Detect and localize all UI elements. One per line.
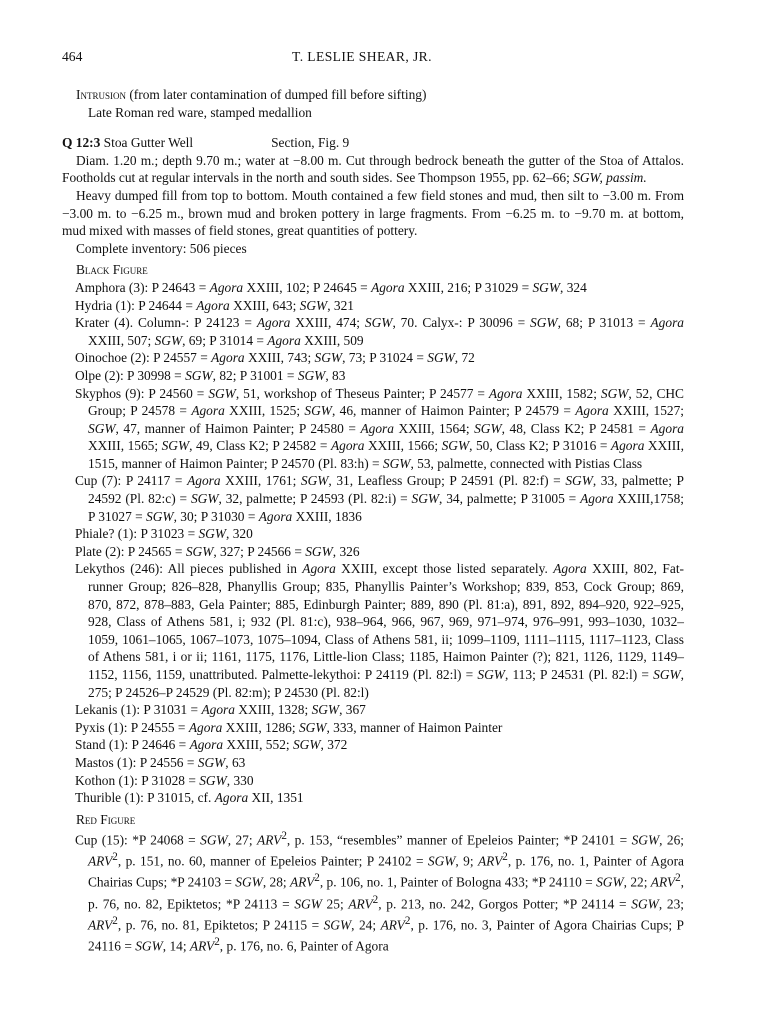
list-item: Stand (1): P 24646 = Agora XXIII, 552; SGW, 372 — [75, 737, 348, 753]
well-title — [62, 134, 684, 152]
list-item: Hydria (1): P 24644 = Agora XXIII, 643; SGW, 321 — [75, 297, 354, 313]
page-number: 464 — [62, 49, 83, 64]
list-item: Mastos (1): P 24556 = SGW, 63 — [75, 754, 246, 770]
list-item: Plate (2): P 24565 = SGW, 327; P 24566 = SGW, 326 — [75, 543, 360, 559]
page-header — [62, 48, 684, 70]
list-item: Pyxis (1): P 24555 = Agora XXIII, 1286; SGW, 333, manner of Haimon Painter — [75, 719, 503, 735]
well-fill: Heavy dumped fill from top to bottom. Mouth contained a few field stones and mud, then silt to −3.00 m. From −3.00 m. to −6.25 m., brown mud and broken pottery in large fragments. From −6.25 m. to −9.70 m. at bottom, mud mixed with masses of field stones, great quantities of pottery. — [62, 187, 684, 239]
list-item: Olpe (2): P 30998 = SGW, 82; P 31001 = SGW, 83 — [75, 367, 346, 383]
list-item: Cup (7): P 24117 = Agora XXIII, 1761; SGW, 31, Leafless Group; P 24591 (Pl. 82:f) = SGW, 33, palmette; P 24592 (Pl. 82:c) = SGW, 32, palmette; P 24593 (Pl. 82:i) = SGW, 34, palmette; P 31005 = Agora XXIII,1758; P 31027 = SGW, 30; P 31030 = Agora XXIII, 1836 — [75, 473, 684, 524]
list-item: Lekythos (246): All pieces published in Agora XXIII, except those listed separately. Agora XXIII, 802, Fat-runner Group; 826–828, Phanyllis Group; 835, Phanyllis Painter’s Workshop; 839, 853, Cock Group; 869, 870, 872, 878–883, Gela Painter; 885, Edinburgh Painter; 889, 890 (Pl. 81:a), 891, 892, 894–920, 922–925, 928, Class of Athens 581, i; 932 (Pl. 81:c), 938–964, 966, 967, 969, 971–974, 976–991, 993–1030, 1032–1059, 1061–1065, 1067–1073, 1075–1094, Class of Athens 581, ii; 1099–1109, 1111–1115, 1117–1123, Class of Athens 581, i or ii; 1161, 1175, 1176, Little-lion Class; 1185, Haimon Painter (?); 821, 1126, 1129, 1149–1152, 1156, 1159, unattributed. Palmette-lekythoi: P 24119 (Pl. 82:l) = SGW, 113; P 24531 (Pl. 82:l) = SGW, 275; P 24526–P 24529 (Pl. 82:m); P 24530 (Pl. 82:l) — [75, 561, 685, 700]
page — [62, 48, 684, 955]
list-item: Lekanis (1): P 31031 = Agora XXIII, 1328; SGW, 367 — [75, 702, 366, 718]
intrusion-item: Late Roman red ware, stamped medallion — [88, 104, 312, 120]
list-item: Oinochoe (2): P 24557 = Agora XXIII, 743; SGW, 73; P 31024 = SGW, 72 — [75, 350, 475, 366]
list-item: Phiale? (1): P 31023 = SGW, 320 — [75, 526, 253, 542]
well-section: Section, Fig. 9 — [271, 135, 350, 151]
well-description: Diam. 1.20 m.; depth 9.70 m.; water at −8.00 m. Cut through bedrock beneath the gutter of the Stoa of Attalos. Footholds cut at regular intervals in the north and south sides. See Thompson 1955, pp. 62–66; SGW, passim. — [62, 152, 684, 186]
list-item: Amphora (3): P 24643 = Agora XXIII, 102; P 24645 = Agora XXIII, 216; P 31029 = SGW, 324 — [75, 279, 587, 295]
intrusion-line — [62, 86, 684, 104]
list-item: Kothon (1): P 31028 = SGW, 330 — [75, 772, 254, 788]
black-figure-heading: Black Figure — [76, 262, 148, 278]
list-item: Thurible (1): P 31015, cf. Agora XII, 1351 — [75, 790, 304, 806]
intrusion-label: Intrusion — [76, 87, 126, 102]
well-name: Stoa Gutter Well — [100, 135, 194, 151]
running-head: T. LESLIE SHEAR, JR. — [292, 49, 432, 64]
list-item: Cup (15): *P 24068 = SGW, 27; ARV$^2$, p. 153, “resembles” manner of Epeleios Painter; *P 24101 = SGW, 26; ARV$^2$, p. 151, no. 60, manner of Epeleios Painter; P 24102 = SGW, 9; ARV$^2$, p. 176, no. 1, Painter of Agora Chairias Cups; *P 24103 = SGW, 28; ARV$^2$, p. 106, no. 1, Painter of Bologna 433; *P 24110 = SGW, 22; ARV$^2$, p. 76, no. 82, Epiktetos; *P 24113 = SGW 25; ARV$^2$, p. 213, no. 242, Gorgos Potter; *P 24114 = SGW, 23; ARV$^2$, p. 76, no. 81, Epiktetos; P 24115 = SGW, 24; ARV$^2$, p. 176, no. 3, Painter of Agora Chairias Cups; P 24116 = SGW, 14; ARV$^2$, p. 176, no. 6, Painter of Agora — [75, 830, 685, 954]
list-item: Krater (4). Column-: P 24123 = Agora XXIII, 474; SGW, 70. Calyx-: P 30096 = SGW, 68; P 31013 = Agora XXIII, 507; SGW, 69; P 31014 = Agora XXIII, 509 — [75, 315, 684, 348]
red-figure-list — [62, 828, 684, 954]
inventory: Complete inventory: 506 pieces — [76, 240, 247, 256]
black-figure-list — [62, 279, 684, 807]
intrusion-desc: (from later contamination of dumped fill before sifting) — [125, 87, 427, 102]
list-item: Skyphos (9): P 24560 = SGW, 51, workshop of Theseus Painter; P 24577 = Agora XXIII, 1582; SGW, 52, CHC Group; P 24578 = Agora XXIII, 1525; SGW, 46, manner of Haimon Painter; P 24579 = Agora XXIII, 1527; SGW, 47, manner of Haimon Painter; P 24580 = Agora XXIII, 1564; SGW, 48, Class K2; P 24581 = Agora XXIII, 1565; SGW, 49, Class K2; P 24582 = Agora XXIII, 1566; SGW, 50, Class K2; P 31016 = Agora XXIII, 1515, manner of Haimon Painter; P 24570 (Pl. 83:h) = SGW, 53, palmette, connected with Pistias Class — [75, 385, 684, 471]
well-id: Q 12:3 — [62, 135, 101, 151]
red-figure-heading: Red Figure — [76, 811, 136, 827]
